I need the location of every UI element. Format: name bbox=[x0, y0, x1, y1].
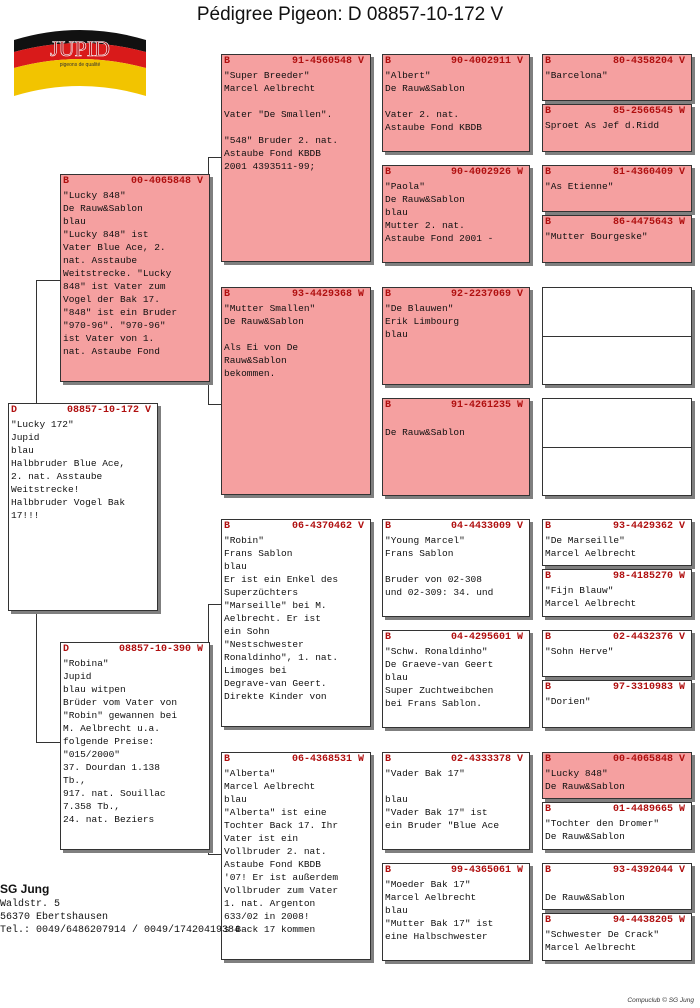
subject-card bbox=[8, 403, 158, 611]
breeder-street: Waldstr. 5 bbox=[0, 899, 61, 910]
sex-code: D bbox=[63, 644, 70, 655]
ring-number: 04-4433009 V bbox=[450, 521, 523, 532]
breeder-info bbox=[0, 883, 240, 937]
connector-line bbox=[36, 742, 60, 743]
pigeon-info: De Rauw&Sablon bbox=[385, 427, 465, 438]
gggp-card-empty bbox=[542, 398, 692, 496]
sex-code: B bbox=[545, 521, 552, 532]
sex-code: B bbox=[385, 56, 392, 67]
ring-number: 99-4365061 W bbox=[450, 865, 523, 876]
gggp-card bbox=[542, 913, 692, 961]
pigeon-info: "Dorien" bbox=[545, 696, 591, 707]
sire-dam-card bbox=[221, 287, 371, 495]
sex-code: B bbox=[545, 915, 552, 926]
ggp-card bbox=[382, 287, 530, 385]
gggp-card bbox=[542, 54, 692, 101]
connector-line bbox=[36, 280, 37, 404]
gggp-card bbox=[542, 519, 692, 566]
ring-number: 92-2237069 V bbox=[450, 289, 523, 300]
sex-code: B bbox=[545, 167, 552, 178]
pigeon-info: "Albert" De Rauw&Sablon Vater 2. nat. Astaube Fond KBDB bbox=[385, 70, 482, 133]
pigeon-info: "Super Breeder" Marcel Aelbrecht Vater "De Smallen". "548" Bruder 2. nat. Astaube Fond KBDB 2001 4393511-99; bbox=[224, 70, 339, 172]
page-title: Pédigree Pigeon: D 08857-10-172 V bbox=[196, 4, 504, 25]
pigeon-info: "Vader Bak 17" blau "Vader Bak 17" ist ein Bruder "Blue Ace bbox=[385, 768, 500, 831]
gggp-card bbox=[542, 215, 692, 263]
sex-code: B bbox=[545, 754, 552, 765]
sire-card bbox=[60, 174, 210, 382]
pigeon-info: "Paola" De Rauw&Sablon blau Mutter 2. nat. Astaube Fond 2001 - bbox=[385, 181, 494, 244]
ring-number: 06-4368531 W bbox=[291, 754, 364, 765]
ring-number: 08857-10-390 W bbox=[118, 644, 203, 655]
pigeon-info: "Lucky 172" Jupid blau Halbbruder Blue Ace, 2. nat. Asstaube Weitstrecke! Halbbruder Vogel Bak 17!!! bbox=[11, 419, 126, 521]
pigeon-info: "Sohn Herve" bbox=[545, 646, 614, 657]
pigeon-info: "De Marseille" Marcel Aelbrecht bbox=[545, 535, 637, 559]
gggp-card bbox=[542, 802, 692, 850]
ring-number: 02-4333378 V bbox=[450, 754, 523, 765]
sex-code: B bbox=[385, 289, 392, 300]
pigeon-info: "Lucky 848" De Rauw&Sablon bbox=[545, 768, 625, 792]
sire-sire-card bbox=[221, 54, 371, 262]
pigeon-info: "As Etienne" bbox=[545, 181, 614, 192]
sex-code: B bbox=[545, 56, 552, 67]
sex-code: B bbox=[385, 167, 392, 178]
connector-line bbox=[208, 404, 222, 405]
ring-number: 86-4475643 W bbox=[612, 217, 685, 228]
gggp-card bbox=[542, 752, 692, 799]
gggp-card bbox=[542, 680, 692, 728]
ring-number: 06-4370462 V bbox=[291, 521, 364, 532]
pigeon-info: De Rauw&Sablon bbox=[545, 892, 625, 903]
dam-sire-card bbox=[221, 519, 371, 727]
gggp-card bbox=[542, 165, 692, 212]
pigeon-info: "Robin" Frans Sablon blau Er ist ein Enkel des Superzüchters "Marseille" bei M. Aelbrecht. Er ist ein Sohn "Nestschwester Ronaldinho", 1. nat. Limoges bei Degrave-van Geert. Direkte Kinder von bbox=[224, 535, 339, 702]
pigeon-info: "Young Marcel" Frans Sablon Bruder von 02-308 und 02-309: 34. und bbox=[385, 535, 494, 598]
connector-line bbox=[208, 604, 222, 605]
ring-number: 00-4065848 V bbox=[612, 754, 685, 765]
sex-code: B bbox=[545, 682, 552, 693]
gggp-card bbox=[542, 569, 692, 617]
ring-number: 97-3310983 W bbox=[612, 682, 685, 693]
pigeon-info: "Fijn Blauw" Marcel Aelbrecht bbox=[545, 585, 637, 609]
sex-code: B bbox=[224, 521, 231, 532]
sex-code: D bbox=[11, 405, 18, 416]
ggp-card bbox=[382, 398, 530, 496]
pigeon-info: Sproet As Jef d.Ridd bbox=[545, 120, 660, 131]
sex-code: B bbox=[545, 632, 552, 643]
sex-code: B bbox=[545, 106, 552, 117]
pigeon-info: "Moeder Bak 17" Marcel Aelbrecht blau "Mutter Bak 17" ist eine Halbschwester bbox=[385, 879, 494, 942]
ring-number: 91-4261235 W bbox=[450, 400, 523, 411]
ring-number: 02-4432376 V bbox=[612, 632, 685, 643]
ring-number: 80-4358204 V bbox=[612, 56, 685, 67]
sex-code: B bbox=[63, 176, 70, 187]
ring-number: 98-4185270 W bbox=[612, 571, 685, 582]
sex-code: B bbox=[385, 865, 392, 876]
sex-code: B bbox=[385, 754, 392, 765]
ring-number: 01-4489665 W bbox=[612, 804, 685, 815]
ggp-card bbox=[382, 863, 530, 961]
pigeon-info: "Alberta" Marcel Aelbrecht blau "Alberta" ist eine Tochter Back 17. Ihr Vater ist ein Vollbruder 2. nat. Astaube Fond KBDB '07! Er ist außerdem Vollbruder zum Vater 1. nat. Argenton 633/02 in 2008! s Back 17 kommen bbox=[224, 768, 339, 935]
ring-number: 90-4002911 V bbox=[450, 56, 523, 67]
connector-line bbox=[208, 854, 222, 855]
gggp-card bbox=[542, 863, 692, 910]
pigeon-info: "Tochter den Dromer" De Rauw&Sablon bbox=[545, 818, 660, 842]
ring-number: 93-4429368 W bbox=[291, 289, 364, 300]
ring-number: 04-4295601 W bbox=[450, 632, 523, 643]
ggp-card bbox=[382, 519, 530, 617]
footer-credit: Compuclub © SG Jung bbox=[627, 997, 694, 1004]
ring-number: 93-4429362 V bbox=[612, 521, 685, 532]
dam-card bbox=[60, 642, 210, 850]
breeder-phone: Tel.: 0049/6486207914 / 0049/17420419384 bbox=[0, 925, 241, 936]
connector-line bbox=[208, 157, 222, 158]
pigeon-info: "De Blauwen" Erik Limbourg blau bbox=[385, 303, 460, 340]
sex-code: B bbox=[545, 804, 552, 815]
sex-code: B bbox=[224, 754, 231, 765]
ring-number: 94-4438205 W bbox=[612, 915, 685, 926]
ggp-card bbox=[382, 630, 530, 728]
pigeon-info: "Mutter Bourgeske" bbox=[545, 231, 648, 242]
gggp-card bbox=[542, 104, 692, 152]
ggp-card bbox=[382, 165, 530, 263]
ggp-card bbox=[382, 752, 530, 850]
ring-number: 90-4002926 W bbox=[450, 167, 523, 178]
sex-code: B bbox=[385, 632, 392, 643]
ggp-card bbox=[382, 54, 530, 152]
sex-code: B bbox=[224, 289, 231, 300]
gggp-card-empty bbox=[542, 287, 692, 385]
sex-code: B bbox=[224, 56, 231, 67]
ring-number: 81-4360409 V bbox=[612, 167, 685, 178]
pigeon-info: "Robina" Jupid blau witpen Brüder vom Vater von "Robin" gewannen bei M. Aelbrecht u.a. folgende Preise: "015/2000" 37. Dourdan 1.138 Tb., 917. nat. Souillac 7.358 Tb., 24. nat. Beziers bbox=[63, 658, 178, 825]
dam-dam-card bbox=[221, 752, 371, 960]
pigeon-info: "Schwester De Crack" Marcel Aelbrecht bbox=[545, 929, 660, 953]
pigeon-info: "Barcelona" bbox=[545, 70, 608, 81]
connector-line bbox=[36, 280, 60, 281]
connector-line bbox=[36, 612, 37, 742]
sex-code: B bbox=[545, 217, 552, 228]
pigeon-info: "Lucky 848" De Rauw&Sablon blau "Lucky 848" ist Vater Blue Ace, 2. nat. Asstaube Weitstrecke. "Lucky 848" ist Vater zum Vogel der Bak 17. "848" ist ein Bruder "970-96". "970-96" ist Vater von 1. nat. Astaube Fond bbox=[63, 190, 178, 357]
breeder-name: SG Jung bbox=[0, 882, 50, 896]
sex-code: B bbox=[545, 865, 552, 876]
jupid-logo bbox=[12, 18, 148, 98]
sex-code: B bbox=[385, 521, 392, 532]
ring-number: 93-4392044 V bbox=[612, 865, 685, 876]
ring-number: 85-2566545 W bbox=[612, 106, 685, 117]
sex-code: B bbox=[545, 571, 552, 582]
breeder-city: 56370 Ebertshausen bbox=[0, 912, 109, 923]
sex-code: B bbox=[385, 400, 392, 411]
ring-number: 08857-10-172 V bbox=[66, 405, 151, 416]
logo-text: JUPID bbox=[50, 36, 110, 61]
logo-subtitle: pigeons de qualité bbox=[59, 62, 101, 68]
pigeon-info: "Schw. Ronaldinho" De Graeve-van Geert blau Super Zuchtweibchen bei Frans Sablon. bbox=[385, 646, 494, 709]
gggp-card bbox=[542, 630, 692, 677]
ring-number: 00-4065848 V bbox=[130, 176, 203, 187]
pigeon-info: "Mutter Smallen" De Rauw&Sablon Als Ei von De Rauw&Sablon bekommen. bbox=[224, 303, 316, 379]
ring-number: 91-4560548 V bbox=[291, 56, 364, 67]
